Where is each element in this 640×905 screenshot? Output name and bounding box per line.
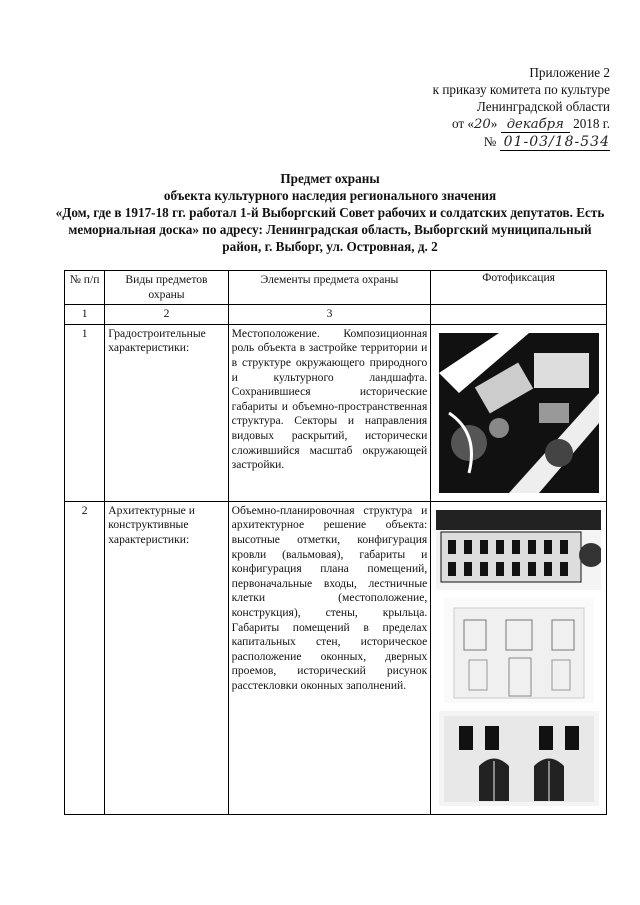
title-line-2: объекта культурного наследия регионального значения xyxy=(163,188,497,203)
row-photo-cell xyxy=(431,324,607,501)
order-date: от «20» декабря 2018 г. xyxy=(451,116,610,132)
row-type: Архитектурные и конструктивные характеристики: xyxy=(105,501,228,814)
col-header-num: № п/п xyxy=(65,271,105,305)
title-line-3: «Дом, где в 1917-18 гг. работал 1-й Выборгский Совет рабочих и солдатских депутатов. Есть мемориальная доска» по адресу: Ленинградская область, Выборгский муниципальный район, г. Выборг, ул. Островная, д. 2 xyxy=(55,205,605,254)
region-name: Ленинградской области xyxy=(476,99,610,114)
table-row xyxy=(65,324,607,501)
table-number-row xyxy=(65,305,607,325)
doors-photo xyxy=(439,711,599,806)
row-type: Градостроительные характеристики: xyxy=(105,324,228,501)
table-header-row xyxy=(65,271,607,305)
facade-photo xyxy=(436,510,601,590)
order-number: № 01-03/18-534 xyxy=(483,134,610,150)
date-month-handwritten: декабря xyxy=(501,117,570,133)
col-header-elements: Элементы предмета охраны xyxy=(228,271,431,305)
entrance-photo xyxy=(444,598,594,703)
col-header-photo: Фотофиксация xyxy=(431,271,607,305)
date-day-handwritten: 20 xyxy=(474,117,491,132)
document-header xyxy=(380,64,610,151)
row-num: 2 xyxy=(65,501,105,814)
table-row xyxy=(65,501,607,814)
row-elements: Объемно-планировочная структура и архитектурное решение объекта: высотные отметки, конфигурация кровли (вальмовая), габариты и конфигурация плана помещений, первоначальные входы, лестничные клетки (местоположение, конструкция), стены, крыльца. Габариты помещений в пределах капитальных стен, историческое расположение оконных, дверных проемов, исторический рисунок расстекловки оконных заполнений. xyxy=(228,501,431,814)
order-reference: к приказу комитета по культуре xyxy=(432,82,610,97)
col-number-3: 3 xyxy=(228,305,431,325)
aerial-photo xyxy=(439,333,599,493)
col-number-4 xyxy=(431,305,607,325)
col-header-type: Виды предметов охраны xyxy=(105,271,228,305)
row-elements: Местоположение. Композиционная роль объекта в застройке территории и в структуре окружающего природного и культурного ландшафта. Сохранившиеся исторические габариты и объемно-пространственная структура. Секторы и направления видовых раскрытий, исторически сложившийся масштаб окружающей застройки. xyxy=(228,324,431,501)
col-number-1: 1 xyxy=(65,305,105,325)
document-title xyxy=(50,170,610,255)
col-number-2: 2 xyxy=(105,305,228,325)
protection-subject-table xyxy=(64,270,607,815)
row-photo-cell xyxy=(431,501,607,814)
appendix-label: Приложение 2 xyxy=(529,65,610,80)
title-line-1: Предмет охраны xyxy=(280,171,380,186)
row-num: 1 xyxy=(65,324,105,501)
order-number-handwritten: 01-03/18-534 xyxy=(500,134,610,151)
